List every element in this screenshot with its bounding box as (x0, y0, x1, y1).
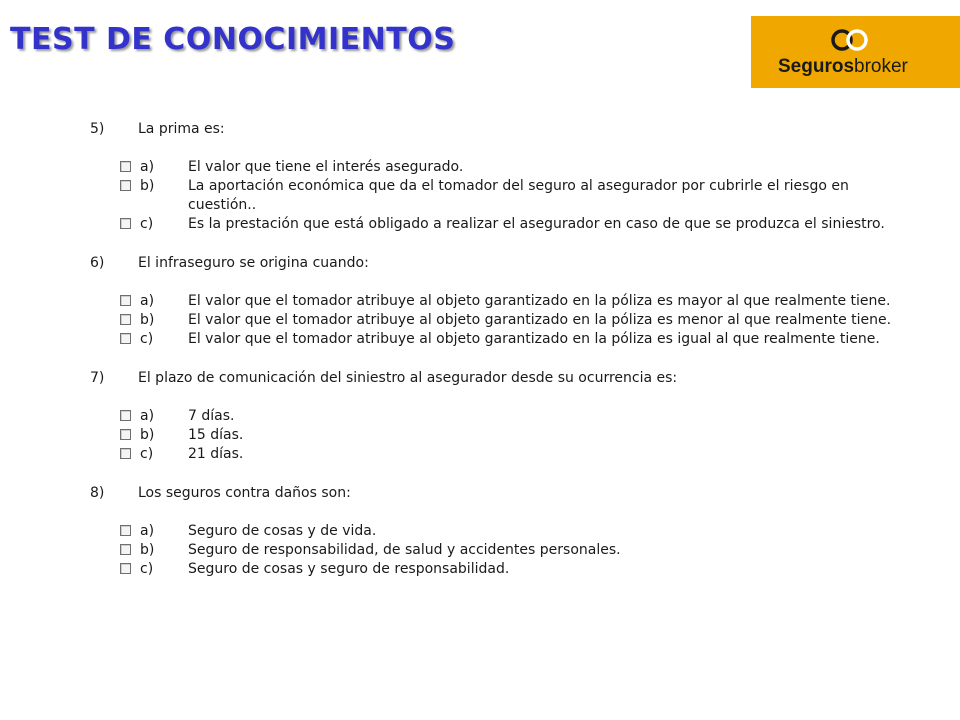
question-header (90, 484, 910, 503)
option-letter: a) (140, 408, 155, 424)
option-text: 7 días. (188, 408, 235, 424)
answer-checkbox[interactable] (120, 295, 131, 306)
option-text: Seguro de cosas y seguro de responsabilidad. (188, 561, 510, 577)
option (120, 407, 910, 426)
options-list (90, 522, 910, 579)
option-letter: b) (140, 312, 155, 328)
question-text: Los seguros contra daños son: (138, 485, 351, 501)
option-letter: c) (140, 561, 154, 577)
option-letter: b) (140, 427, 155, 443)
question (90, 484, 910, 579)
option-letter: a) (140, 523, 155, 539)
option (120, 522, 910, 541)
option (120, 292, 910, 311)
option (120, 426, 910, 445)
options-list (90, 292, 910, 349)
option-text: El valor que el tomador atribuye al objeto garantizado en la póliza es menor al que realmente tiene. (188, 312, 892, 328)
option (120, 311, 910, 330)
question (90, 369, 910, 464)
option-text: 15 días. (188, 427, 244, 443)
option (120, 177, 910, 215)
option-letter: b) (140, 178, 155, 194)
answer-checkbox[interactable] (120, 448, 131, 459)
option (120, 445, 910, 464)
option-text: La aportación económica que da el tomador del seguro al asegurador por cubrirle el riesgo en cuestión.. (188, 178, 849, 213)
option (120, 560, 910, 579)
question-number: 5) (90, 121, 105, 137)
answer-checkbox[interactable] (120, 563, 131, 574)
option-text: 21 días. (188, 446, 244, 462)
options-list (90, 407, 910, 464)
question-text: La prima es: (138, 121, 225, 137)
svg-text:Seguros: Seguros (778, 56, 855, 77)
question-header (90, 120, 910, 139)
option-letter: c) (140, 446, 154, 462)
answer-checkbox[interactable] (120, 314, 131, 325)
question-text: El plazo de comunicación del siniestro al asegurador desde su ocurrencia es: (138, 370, 678, 386)
answer-checkbox[interactable] (120, 180, 131, 191)
answer-checkbox[interactable] (120, 218, 131, 229)
option-letter: b) (140, 542, 155, 558)
segurosbroker-logo (751, 16, 960, 88)
question-header (90, 369, 910, 388)
option (120, 215, 910, 234)
option (120, 541, 910, 560)
option-letter: a) (140, 293, 155, 309)
option-text: Es la prestación que está obligado a realizar el asegurador en caso de que se produzca el siniestro. (188, 216, 885, 232)
option-letter: c) (140, 331, 154, 347)
option-text: Seguro de cosas y de vida. (188, 523, 377, 539)
option-text: El valor que el tomador atribuye al objeto garantizado en la póliza es mayor al que realmente tiene. (188, 293, 891, 309)
logo-graphic (751, 16, 960, 88)
answer-checkbox[interactable] (120, 525, 131, 536)
option-letter: c) (140, 216, 154, 232)
answer-checkbox[interactable] (120, 544, 131, 555)
options-list (90, 158, 910, 234)
answer-checkbox[interactable] (120, 161, 131, 172)
option-letter: a) (140, 159, 155, 175)
answer-checkbox[interactable] (120, 429, 131, 440)
question (90, 120, 910, 234)
question-text: El infraseguro se origina cuando: (138, 255, 369, 271)
option (120, 158, 910, 177)
answer-checkbox[interactable] (120, 410, 131, 421)
question-number: 8) (90, 485, 105, 501)
quiz-questions (90, 120, 910, 599)
option-text: Seguro de responsabilidad, de salud y accidentes personales. (188, 542, 621, 558)
question-number: 6) (90, 255, 105, 271)
page-title: TEST DE CONOCIMIENTOS (10, 22, 456, 57)
option-text: El valor que el tomador atribuye al objeto garantizado en la póliza es igual al que realmente tiene. (188, 331, 880, 347)
option (120, 330, 910, 349)
question-header (90, 254, 910, 273)
answer-checkbox[interactable] (120, 333, 131, 344)
option-text: El valor que tiene el interés asegurado. (188, 159, 464, 175)
svg-text:broker: broker (854, 56, 908, 77)
question (90, 254, 910, 349)
question-number: 7) (90, 370, 105, 386)
